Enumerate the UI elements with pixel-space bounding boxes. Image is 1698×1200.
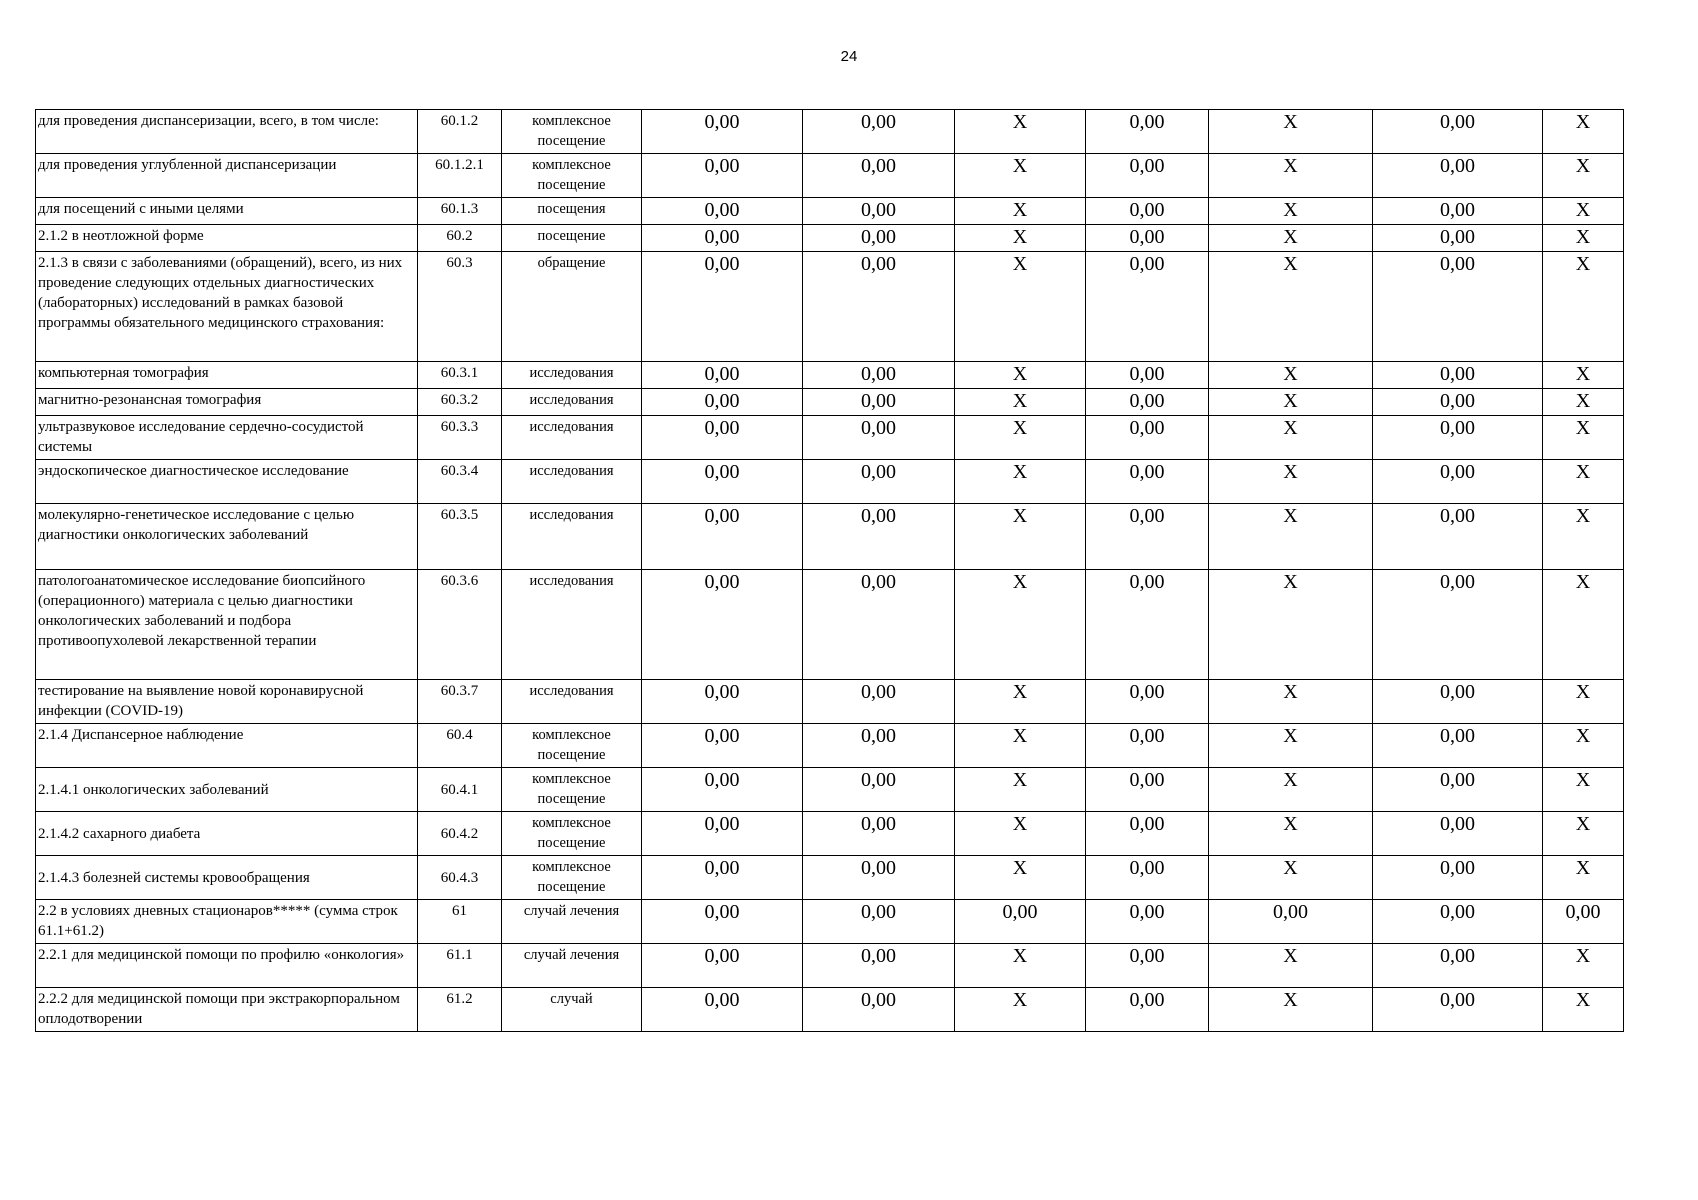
- row-name: 2.1.4 Диспансерное наблюдение: [36, 724, 418, 768]
- row-value: 0,00: [1086, 198, 1209, 225]
- row-value: X: [955, 856, 1086, 900]
- row-value: X: [1543, 225, 1624, 252]
- row-unit: случай: [502, 988, 642, 1032]
- row-value: X: [1543, 416, 1624, 460]
- row-value: 0,00: [1373, 225, 1543, 252]
- row-value: X: [1543, 460, 1624, 504]
- table-row: [36, 900, 1624, 944]
- row-value: 0,00: [1373, 988, 1543, 1032]
- row-value: 0,00: [1373, 680, 1543, 724]
- row-code: 60.4: [418, 724, 502, 768]
- row-value: X: [1543, 768, 1624, 812]
- row-unit: случай лечения: [502, 944, 642, 988]
- row-value: X: [1209, 768, 1373, 812]
- row-name: 2.1.4.1 онкологических заболеваний: [36, 768, 418, 812]
- table-row: [36, 362, 1624, 389]
- row-value: 0,00: [803, 154, 955, 198]
- row-code: 61: [418, 900, 502, 944]
- row-value: X: [1209, 856, 1373, 900]
- row-value: X: [955, 988, 1086, 1032]
- row-value: 0,00: [1373, 570, 1543, 680]
- row-value: 0,00: [803, 460, 955, 504]
- row-value: 0,00: [1373, 944, 1543, 988]
- row-value: X: [955, 416, 1086, 460]
- row-value: 0,00: [803, 724, 955, 768]
- row-value: 0,00: [1086, 768, 1209, 812]
- table-row: [36, 252, 1624, 362]
- row-value: 0,00: [1086, 110, 1209, 154]
- row-unit: исследования: [502, 389, 642, 416]
- row-value: 0,00: [803, 570, 955, 680]
- row-code: 60.1.2: [418, 110, 502, 154]
- row-value: 0,00: [1086, 680, 1209, 724]
- row-value: 0,00: [1086, 570, 1209, 680]
- row-value: 0,00: [803, 768, 955, 812]
- row-value: 0,00: [803, 944, 955, 988]
- row-value: 0,00: [642, 570, 803, 680]
- table-row: [36, 768, 1624, 812]
- row-unit: комплексное посещение: [502, 724, 642, 768]
- row-value: X: [955, 504, 1086, 570]
- row-value: 0,00: [1086, 416, 1209, 460]
- row-code: 60.4.2: [418, 812, 502, 856]
- row-unit: исследования: [502, 362, 642, 389]
- row-name: 2.1.2 в неотложной форме: [36, 225, 418, 252]
- row-name: 2.2.2 для медицинской помощи при экстракорпоральном оплодотворении: [36, 988, 418, 1032]
- row-value: X: [1543, 988, 1624, 1032]
- row-value: 0,00: [1209, 900, 1373, 944]
- row-value: X: [1209, 362, 1373, 389]
- row-value: X: [955, 460, 1086, 504]
- row-value: 0,00: [803, 225, 955, 252]
- row-value: X: [1543, 680, 1624, 724]
- row-value: 0,00: [803, 362, 955, 389]
- table-row: [36, 416, 1624, 460]
- row-name: 2.2.1 для медицинской помощи по профилю «онкология»: [36, 944, 418, 988]
- row-code: 60.3.4: [418, 460, 502, 504]
- row-value: 0,00: [642, 362, 803, 389]
- row-value: 0,00: [642, 812, 803, 856]
- row-value: X: [955, 362, 1086, 389]
- row-value: 0,00: [1086, 504, 1209, 570]
- row-name: магнитно-резонансная томография: [36, 389, 418, 416]
- row-value: X: [1543, 812, 1624, 856]
- row-value: 0,00: [642, 944, 803, 988]
- row-value: 0,00: [642, 504, 803, 570]
- row-value: X: [955, 944, 1086, 988]
- row-unit: комплексное посещение: [502, 154, 642, 198]
- table-row: [36, 570, 1624, 680]
- row-code: 60.4.3: [418, 856, 502, 900]
- row-value: X: [1543, 198, 1624, 225]
- row-value: 0,00: [642, 154, 803, 198]
- row-value: 0,00: [1086, 856, 1209, 900]
- row-value: X: [955, 570, 1086, 680]
- row-value: 0,00: [642, 768, 803, 812]
- row-value: X: [1209, 389, 1373, 416]
- row-value: X: [955, 812, 1086, 856]
- row-value: X: [1209, 504, 1373, 570]
- table-row: [36, 988, 1624, 1032]
- row-name: тестирование на выявление новой коронавирусной инфекции (COVID-19): [36, 680, 418, 724]
- row-code: 60.3.7: [418, 680, 502, 724]
- row-value: 0,00: [642, 856, 803, 900]
- row-value: X: [1543, 252, 1624, 362]
- row-value: 0,00: [803, 900, 955, 944]
- row-unit: посещения: [502, 198, 642, 225]
- row-value: X: [955, 225, 1086, 252]
- row-value: X: [1209, 110, 1373, 154]
- table-row: [36, 856, 1624, 900]
- row-value: 0,00: [803, 504, 955, 570]
- row-value: 0,00: [642, 416, 803, 460]
- row-value: 0,00: [1086, 460, 1209, 504]
- row-code: 60.4.1: [418, 768, 502, 812]
- row-code: 60.3.3: [418, 416, 502, 460]
- row-code: 60.3.5: [418, 504, 502, 570]
- row-value: X: [1209, 988, 1373, 1032]
- table-row: [36, 225, 1624, 252]
- row-code: 60.3.6: [418, 570, 502, 680]
- row-unit: исследования: [502, 416, 642, 460]
- row-unit: исследования: [502, 680, 642, 724]
- row-unit: обращение: [502, 252, 642, 362]
- row-value: X: [955, 154, 1086, 198]
- table-row: [36, 724, 1624, 768]
- row-value: X: [1209, 252, 1373, 362]
- row-value: X: [1543, 389, 1624, 416]
- table-row: [36, 812, 1624, 856]
- row-value: X: [1543, 504, 1624, 570]
- row-value: X: [955, 680, 1086, 724]
- row-name: для проведения диспансеризации, всего, в том числе:: [36, 110, 418, 154]
- row-unit: посещение: [502, 225, 642, 252]
- row-value: 0,00: [1373, 768, 1543, 812]
- row-value: X: [1543, 154, 1624, 198]
- row-code: 60.3.2: [418, 389, 502, 416]
- row-value: 0,00: [1373, 154, 1543, 198]
- page-number: 24: [840, 48, 858, 65]
- row-value: X: [1209, 154, 1373, 198]
- row-unit: случай лечения: [502, 900, 642, 944]
- row-value: X: [1209, 724, 1373, 768]
- row-value: 0,00: [1086, 900, 1209, 944]
- row-unit: исследования: [502, 504, 642, 570]
- row-value: X: [1543, 944, 1624, 988]
- row-value: 0,00: [642, 225, 803, 252]
- row-value: 0,00: [642, 900, 803, 944]
- table-row: [36, 504, 1624, 570]
- row-value: 0,00: [1373, 362, 1543, 389]
- table-row: [36, 154, 1624, 198]
- row-name: для посещений с иными целями: [36, 198, 418, 225]
- row-value: 0,00: [1373, 198, 1543, 225]
- row-value: 0,00: [1373, 110, 1543, 154]
- row-name: молекулярно-генетическое исследование с целью диагностики онкологических заболеваний: [36, 504, 418, 570]
- row-value: 0,00: [642, 460, 803, 504]
- row-code: 61.1: [418, 944, 502, 988]
- row-value: X: [1543, 856, 1624, 900]
- row-value: 0,00: [1373, 504, 1543, 570]
- row-value: 0,00: [1086, 225, 1209, 252]
- row-value: X: [955, 389, 1086, 416]
- row-value: 0,00: [803, 680, 955, 724]
- row-value: 0,00: [642, 680, 803, 724]
- row-value: 0,00: [1086, 362, 1209, 389]
- row-value: 0,00: [803, 416, 955, 460]
- row-value: X: [1543, 724, 1624, 768]
- row-unit: комплексное посещение: [502, 812, 642, 856]
- row-name: 2.1.3 в связи с заболеваниями (обращений), всего, из них проведение следующих отдельных диагностических (лабораторных) исследований в рамках базовой программы обязательного медицинского страхования:: [36, 252, 418, 362]
- row-name: компьютерная томография: [36, 362, 418, 389]
- row-value: 0,00: [803, 988, 955, 1032]
- row-name: 2.2 в условиях дневных стационаров***** (сумма строк 61.1+61.2): [36, 900, 418, 944]
- row-value: X: [955, 110, 1086, 154]
- table-row: [36, 460, 1624, 504]
- row-unit: комплексное посещение: [502, 110, 642, 154]
- row-value: 0,00: [955, 900, 1086, 944]
- row-value: 0,00: [1543, 900, 1624, 944]
- row-value: 0,00: [1373, 416, 1543, 460]
- row-value: 0,00: [1373, 252, 1543, 362]
- row-value: 0,00: [1086, 988, 1209, 1032]
- row-code: 61.2: [418, 988, 502, 1032]
- row-value: X: [1543, 110, 1624, 154]
- row-value: 0,00: [642, 198, 803, 225]
- row-value: 0,00: [1086, 944, 1209, 988]
- row-value: 0,00: [1373, 724, 1543, 768]
- row-value: X: [1543, 570, 1624, 680]
- row-code: 60.1.3: [418, 198, 502, 225]
- row-value: X: [1209, 812, 1373, 856]
- table-row: [36, 389, 1624, 416]
- row-name: для проведения углубленной диспансеризации: [36, 154, 418, 198]
- row-value: 0,00: [642, 252, 803, 362]
- row-name: эндоскопическое диагностическое исследование: [36, 460, 418, 504]
- row-code: 60.2: [418, 225, 502, 252]
- row-name: 2.1.4.2 сахарного диабета: [36, 812, 418, 856]
- row-value: 0,00: [1373, 812, 1543, 856]
- row-value: X: [1209, 460, 1373, 504]
- row-value: 0,00: [642, 988, 803, 1032]
- row-code: 60.3: [418, 252, 502, 362]
- row-value: 0,00: [1373, 900, 1543, 944]
- row-value: 0,00: [803, 812, 955, 856]
- table-row: [36, 680, 1624, 724]
- row-value: X: [1209, 680, 1373, 724]
- row-value: 0,00: [1373, 389, 1543, 416]
- row-value: X: [955, 724, 1086, 768]
- row-value: X: [1209, 944, 1373, 988]
- row-value: 0,00: [642, 724, 803, 768]
- row-value: X: [1209, 416, 1373, 460]
- row-value: 0,00: [803, 110, 955, 154]
- row-value: 0,00: [803, 856, 955, 900]
- row-value: 0,00: [1086, 252, 1209, 362]
- row-name: 2.1.4.3 болезней системы кровообращения: [36, 856, 418, 900]
- row-value: 0,00: [1086, 812, 1209, 856]
- row-unit: комплексное посещение: [502, 856, 642, 900]
- row-value: 0,00: [1373, 856, 1543, 900]
- row-value: 0,00: [803, 198, 955, 225]
- row-value: 0,00: [1086, 724, 1209, 768]
- row-value: 0,00: [642, 389, 803, 416]
- row-value: 0,00: [1086, 389, 1209, 416]
- row-unit: исследования: [502, 570, 642, 680]
- table-row: [36, 944, 1624, 988]
- row-value: X: [1209, 570, 1373, 680]
- row-code: 60.3.1: [418, 362, 502, 389]
- row-name: ультразвуковое исследование сердечно-сосудистой системы: [36, 416, 418, 460]
- row-value: X: [955, 768, 1086, 812]
- row-value: 0,00: [803, 389, 955, 416]
- row-unit: комплексное посещение: [502, 768, 642, 812]
- table-row: [36, 110, 1624, 154]
- row-value: X: [955, 198, 1086, 225]
- data-table: [35, 109, 1624, 1032]
- row-value: X: [955, 252, 1086, 362]
- row-name: патологоанатомическое исследование биопсийного (операционного) материала с целью диагностики онкологических заболеваний и подбора противоопухолевой лекарственной терапии: [36, 570, 418, 680]
- row-value: X: [1209, 225, 1373, 252]
- row-unit: исследования: [502, 460, 642, 504]
- row-code: 60.1.2.1: [418, 154, 502, 198]
- row-value: 0,00: [642, 110, 803, 154]
- row-value: 0,00: [1373, 460, 1543, 504]
- row-value: 0,00: [803, 252, 955, 362]
- row-value: X: [1543, 362, 1624, 389]
- table-row: [36, 198, 1624, 225]
- row-value: 0,00: [1086, 154, 1209, 198]
- row-value: X: [1209, 198, 1373, 225]
